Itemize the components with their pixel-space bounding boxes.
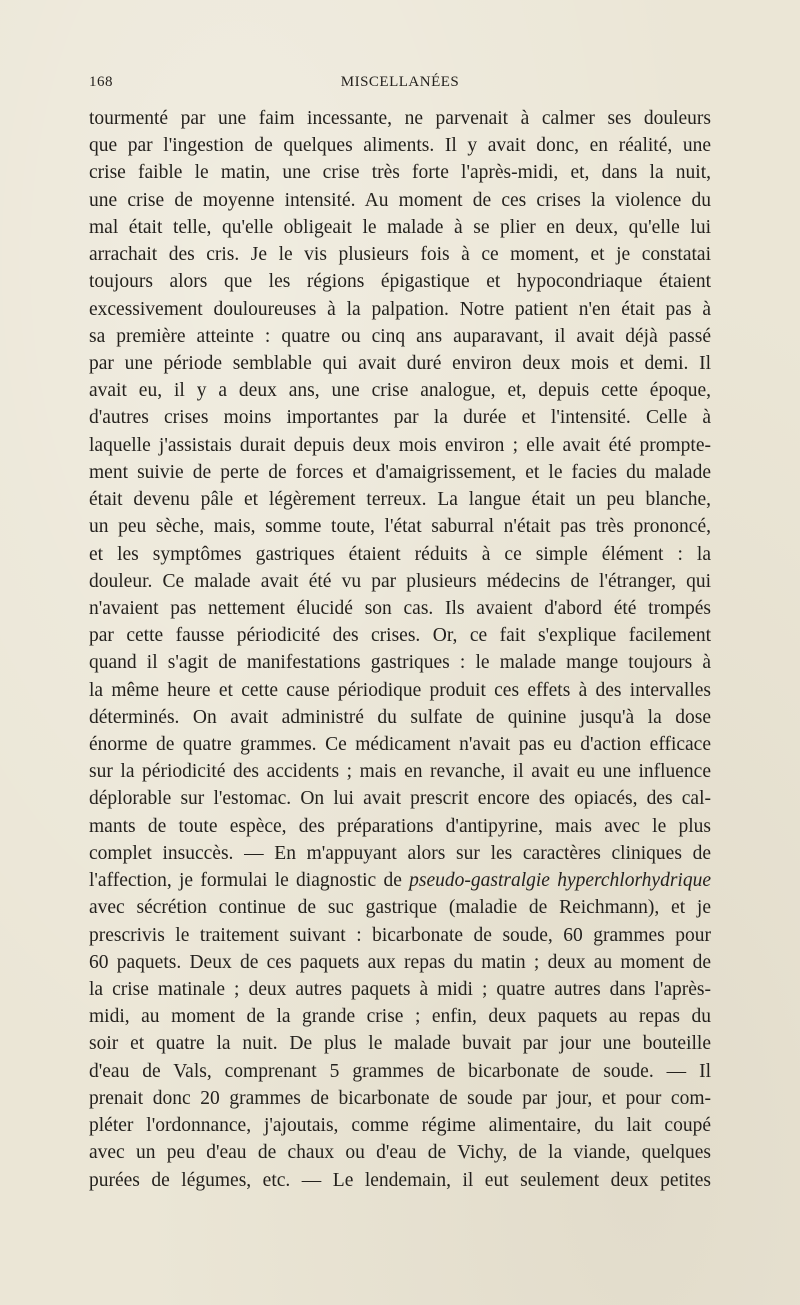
text-line: sur la périodicité des accidents ; mais en revanche, il avait eu une influence xyxy=(89,761,711,783)
text-line: que par l'ingestion de quelques aliments. Il y avait donc, en réalité, une xyxy=(89,135,711,157)
text-line: la crise matinale ; deux autres paquets à midi ; quatre autres dans l'après- xyxy=(89,979,711,1000)
text-line: par une période semblable qui avait duré environ deux mois et demi. Il xyxy=(89,352,711,374)
text-line: purées de légumes, etc. — Le lendemain, il eut seulement deux petites xyxy=(89,1169,711,1191)
text-line: mal était telle, qu'elle obligeait le malade à se plier en deux, qu'elle lui xyxy=(89,216,711,238)
text-line: un peu sèche, mais, somme toute, l'état saburral n'était pas très prononcé, xyxy=(89,516,711,538)
text-segment: l'affection, je formulai le diagnostic de xyxy=(89,870,410,892)
text-line: complet insuccès. — En m'appuyant alors sur les caractères cliniques de xyxy=(89,842,711,864)
page-header xyxy=(89,74,711,98)
text-line: pléter l'ordonnance, j'ajoutais, comme régime alimentaire, du lait coupé xyxy=(89,1115,711,1137)
text-line: d'eau de Vals, comprenant 5 grammes de bicarbonate de soude. — Il xyxy=(89,1060,711,1082)
text-line: énorme de quatre grammes. Ce médicament n'avait pas eu d'action efficace xyxy=(89,734,711,756)
text-line: déplorable sur l'estomac. On lui avait prescrit encore des opiacés, des cal- xyxy=(89,788,711,810)
text-line: d'autres crises moins importantes par la durée et l'intensité. Celle à xyxy=(89,407,711,429)
text-line: prescrivis le traitement suivant : bicarbonate de soude, 60 grammes pour xyxy=(89,924,711,946)
text-line: par cette fausse périodicité des crises. Or, ce fait s'explique facilement xyxy=(89,625,711,647)
text-line: était devenu pâle et légèrement terreux. La langue était un peu blanche, xyxy=(89,489,711,511)
text-line: tourmenté par une faim incessante, ne parvenait à calmer ses douleurs xyxy=(89,108,711,129)
text-line: toujours alors que les régions épigastique et hypocondriaque étaient xyxy=(89,271,711,293)
text-line: quand il s'agit de manifestations gastriques : le malade mange toujours à xyxy=(89,652,711,674)
page-number: 168 xyxy=(89,74,113,90)
text-line: 60 paquets. Deux de ces paquets aux repas du matin ; deux au moment de xyxy=(89,951,711,973)
text-line: avec sécrétion continue de suc gastrique (maladie de Reichmann), et je xyxy=(89,897,711,919)
italic-diagnosis: pseudo-gastralgie hyperchlorhydrique xyxy=(409,870,711,892)
text-line: excessivement douloureuses à la palpation. Notre patient n'en était pas à xyxy=(89,298,711,320)
text-line: la même heure et cette cause périodique produit ces effets à des intervalles xyxy=(89,679,711,701)
text-line: prenait donc 20 grammes de bicarbonate de soude par jour, et pour com- xyxy=(89,1087,711,1109)
text-line: soir et quatre la nuit. De plus le malade buvait par jour une bouteille xyxy=(89,1033,711,1055)
text-line: déterminés. On avait administré du sulfate de quinine jusqu'à la dose xyxy=(89,706,711,728)
text-line-with-italic xyxy=(89,867,711,894)
text-line: avec un peu d'eau de chaux ou d'eau de Vichy, de la viande, quelques xyxy=(89,1142,711,1164)
text-line: douleur. Ce malade avait été vu par plusieurs médecins de l'étranger, qui xyxy=(89,570,711,592)
text-line: mants de toute espèce, des préparations d'antipyrine, mais avec le plus xyxy=(89,815,711,837)
text-line: et les symptômes gastriques étaient réduits à ce simple élément : la xyxy=(89,543,711,565)
text-line: sa première atteinte : quatre ou cinq ans auparavant, il avait déjà passé xyxy=(89,325,711,347)
text-line: une crise de moyenne intensité. Au moment de ces crises la violence du xyxy=(89,189,711,211)
running-head: MISCELLANÉES xyxy=(340,74,460,90)
text-line: arrachait des cris. Je le vis plusieurs fois à ce moment, et je constatai xyxy=(89,244,711,266)
text-line: ment suivie de perte de forces et d'amaigrissement, et le facies du malade xyxy=(89,461,711,483)
text-line: laquelle j'assistais durait depuis deux mois environ ; elle avait été prompte- xyxy=(89,434,711,456)
text-line: n'avaient pas nettement élucidé son cas. Ils avaient d'abord été trompés xyxy=(89,597,711,619)
body-text xyxy=(89,105,711,1194)
text-line: midi, au moment de la grande crise ; enfin, deux paquets au repas du xyxy=(89,1006,711,1028)
text-line: avait eu, il y a deux ans, une crise analogue, et, depuis cette époque, xyxy=(89,380,711,402)
text-line: crise faible le matin, une crise très forte l'après-midi, et, dans la nuit, xyxy=(89,162,711,184)
